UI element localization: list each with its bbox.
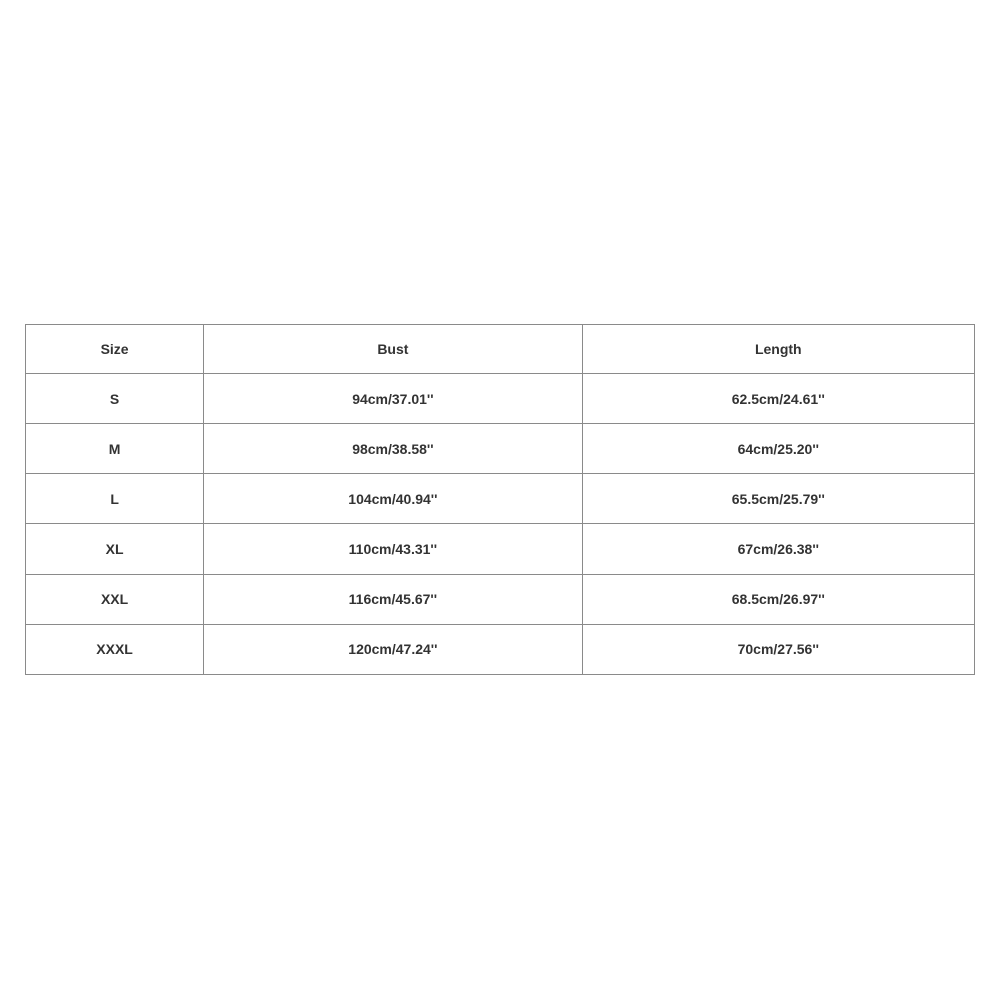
cell-bust: 98cm/38.58'' bbox=[204, 424, 582, 474]
table-row bbox=[26, 574, 975, 624]
table-row bbox=[26, 424, 975, 474]
cell-length: 68.5cm/26.97'' bbox=[582, 574, 974, 624]
header-bust: Bust bbox=[204, 325, 582, 374]
cell-length: 64cm/25.20'' bbox=[582, 424, 974, 474]
header-size: Size bbox=[26, 325, 204, 374]
table-row bbox=[26, 474, 975, 524]
cell-size: XL bbox=[26, 524, 204, 574]
table-row bbox=[26, 524, 975, 574]
cell-size: XXXL bbox=[26, 624, 204, 674]
size-chart-table bbox=[25, 324, 975, 675]
cell-bust: 110cm/43.31'' bbox=[204, 524, 582, 574]
cell-size: XXL bbox=[26, 574, 204, 624]
cell-length: 65.5cm/25.79'' bbox=[582, 474, 974, 524]
table-header-row bbox=[26, 325, 975, 374]
cell-size: L bbox=[26, 474, 204, 524]
cell-length: 70cm/27.56'' bbox=[582, 624, 974, 674]
cell-length: 67cm/26.38'' bbox=[582, 524, 974, 574]
cell-size: M bbox=[26, 424, 204, 474]
cell-length: 62.5cm/24.61'' bbox=[582, 374, 974, 424]
header-length: Length bbox=[582, 325, 974, 374]
table-row bbox=[26, 624, 975, 674]
cell-bust: 104cm/40.94'' bbox=[204, 474, 582, 524]
cell-bust: 116cm/45.67'' bbox=[204, 574, 582, 624]
cell-bust: 94cm/37.01'' bbox=[204, 374, 582, 424]
cell-bust: 120cm/47.24'' bbox=[204, 624, 582, 674]
cell-size: S bbox=[26, 374, 204, 424]
table-row bbox=[26, 374, 975, 424]
